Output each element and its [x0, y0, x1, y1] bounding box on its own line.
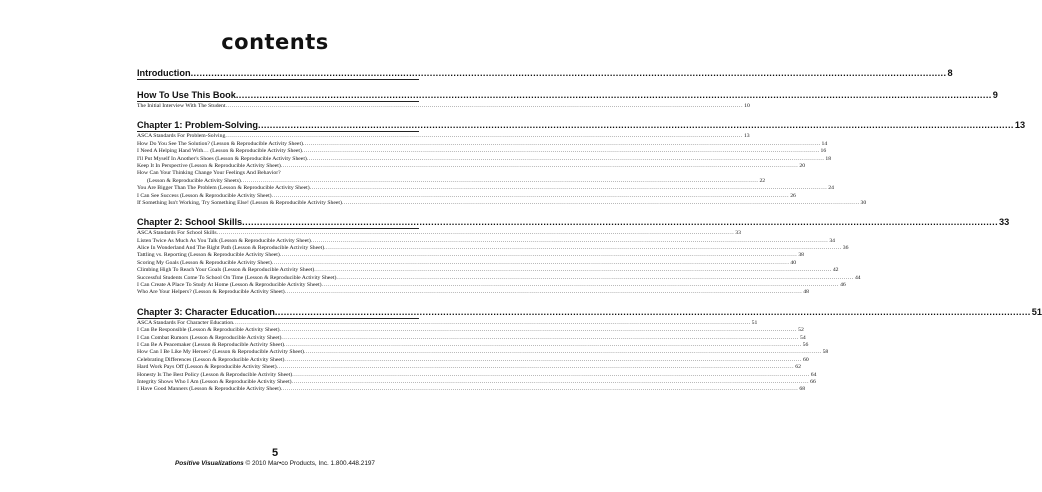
dot-leader	[258, 120, 1014, 131]
toc-entry-page: 52	[798, 327, 804, 334]
copyright-line	[0, 459, 550, 468]
toc-list-chapter-2	[137, 230, 861, 297]
toc-entry-label: I Can See Success (Lesson & Reproducible Activity Sheet)	[137, 192, 272, 199]
dot-leader	[236, 90, 992, 101]
toc-entry-label: Who Are Your Helpers? (Lesson & Reproducible Activity Sheet)	[137, 289, 285, 296]
toc-entry	[137, 170, 419, 177]
toc-entry-label: You Are Bigger Than The Problem (Lesson & Reproducible Activity Sheet)	[137, 185, 310, 192]
toc-entry	[137, 334, 806, 342]
toc-entry-page: 33	[735, 230, 741, 237]
toc-entry-page: 46	[840, 282, 846, 289]
dot-leader	[311, 238, 829, 245]
toc-entry-label: Honesty Is The Best Policy (Lesson & Reproducible Activity Sheet)	[137, 371, 293, 378]
toc-heading-chapter-2	[137, 217, 1010, 229]
toc-entry-page: 44	[854, 274, 861, 281]
toc-list-how-to-use	[137, 103, 750, 110]
toc-heading-label: Introduction	[137, 68, 191, 78]
toc-heading-label: How To Use This Book	[137, 90, 236, 100]
dot-leader	[241, 178, 759, 185]
page-title: contents	[221, 30, 329, 54]
toc-entry-label: I Can Be Responsible (Lesson & Reproducible Activity Sheet)	[137, 327, 280, 334]
book-title: Positive Visualizations	[175, 460, 244, 467]
toc-entry	[137, 371, 817, 379]
toc-entry-label: Hard Work Pays Off (Lesson & Reproducible Activity Sheet)	[137, 364, 277, 371]
toc-entry	[137, 364, 801, 371]
toc-heading-label: Chapter 1: Problem-Solving	[137, 120, 258, 131]
toc-entry-label: Climbing High To Reach Your Goals (Lesson & Reproducible Activity Sheet)	[137, 267, 315, 274]
dot-leader	[292, 379, 810, 386]
toc-entry-label: The Initial Interview With The Student	[137, 103, 226, 109]
toc-entry-label: ASCA Standards For Problem-Solving	[137, 133, 226, 140]
dot-leader	[324, 245, 842, 252]
toc-entry	[137, 103, 750, 110]
toc-entry-page: 56	[802, 341, 809, 348]
dot-leader	[275, 307, 1031, 318]
dot-leader	[302, 148, 820, 155]
toc-entry-label: Listen Twice As Much As You Talk (Lesson & Reproducible Activity Sheet)	[137, 237, 311, 244]
toc-entry-page: 10	[744, 103, 750, 109]
toc-entry-page: 40	[790, 259, 797, 266]
toc-heading-page: 13	[1014, 120, 1026, 131]
toc-heading-label: Chapter 2: School Skills	[137, 217, 243, 228]
toc-heading-page: 51	[1031, 306, 1042, 317]
toc-entry-label: Scoring My Goals (Lesson & Reproducible Activity Sheet)	[137, 259, 272, 266]
toc-entry-page: 68	[799, 386, 806, 393]
toc-entry-label: I Can Be A Peacemaker (Lesson & Reproducible Activity Sheet)	[137, 341, 285, 348]
toc-heading-chapter-1	[137, 120, 1026, 132]
toc-entry-label: Alice In Wonderland And The Right Path (Lesson & Reproducible Activity Sheet)	[137, 245, 325, 252]
dot-leader	[226, 103, 744, 110]
dot-leader	[321, 282, 839, 289]
table-of-contents	[137, 68, 1042, 394]
toc-entry-page: 14	[821, 140, 828, 147]
toc-entry-page: 60	[803, 356, 809, 363]
toc-entry-page: 30	[860, 199, 867, 206]
dot-leader	[336, 275, 854, 282]
dot-leader	[279, 327, 797, 334]
toc-entry-page: 24	[828, 185, 834, 192]
toc-entry-page: 48	[803, 289, 809, 296]
toc-entry	[137, 237, 836, 245]
toc-entry-page: 38	[798, 252, 805, 259]
toc-entry	[137, 252, 805, 259]
toc-entry-page: 22	[759, 177, 766, 184]
toc-entry-page: 36	[842, 245, 849, 252]
toc-entry-label: How Can Your Thinking Change Your Feelings And Behavior?	[137, 170, 281, 177]
toc-entry-label: Celebrating Differences (Lesson & Reproducible Activity Sheet)	[137, 356, 285, 363]
toc-heading-chapter-3	[137, 306, 1042, 319]
toc-entry	[137, 155, 832, 163]
toc-heading-how-to-use	[137, 90, 998, 102]
toc-heading-page: 33	[999, 217, 1010, 228]
toc-entry-label: I'll Put Myself In Another's Shoes (Lesson & Reproducible Activity Sheet)	[137, 155, 307, 162]
dot-leader	[225, 133, 743, 140]
toc-entry-label: ASCA Standards For School Skills	[137, 230, 217, 237]
dot-leader	[280, 252, 798, 259]
toc-entry-label: I Need A Helping Hand With… (Lesson & Reproducible Activity Sheet)	[137, 148, 302, 155]
dot-leader	[242, 217, 998, 228]
toc-entry-label: If Something Isn't Working, Try Something Else! (Lesson & Reproducible Activity Sheet)	[137, 199, 342, 206]
toc-entry	[137, 349, 829, 356]
toc-entry	[137, 199, 867, 207]
toc-entry	[137, 185, 834, 192]
toc-entry	[137, 274, 861, 282]
toc-entry-page: 62	[795, 364, 801, 371]
toc-entry-page: 16	[820, 148, 827, 155]
dot-leader	[285, 289, 803, 296]
toc-entry-label: Keep It In Perspective (Lesson & Reproducible Activity Sheet)	[137, 162, 281, 169]
dot-leader	[272, 193, 790, 200]
toc-entry	[137, 267, 839, 274]
toc-entry	[137, 230, 741, 237]
toc-heading-label: Chapter 3: Character Education	[137, 306, 275, 317]
toc-entry-label: Successful Students Come To School On Time (Lesson & Reproducible Activity Sheet)	[137, 274, 337, 281]
toc-entry-page: 58	[822, 349, 829, 356]
page-number: 5	[271, 447, 279, 459]
toc-entry	[137, 162, 806, 170]
toc-entry-label: I Have Good Manners (Lesson & Reproducible Activity Sheet)	[137, 386, 281, 393]
toc-entry-label: ASCA Standards For Character Education	[137, 319, 234, 326]
toc-heading-introduction	[137, 68, 953, 80]
dot-leader	[191, 68, 947, 79]
dot-leader	[342, 200, 860, 207]
toc-entry-label: I Can Combat Rumors (Lesson & Reproducible Activity Sheet)	[137, 334, 282, 341]
dot-leader	[281, 386, 799, 393]
toc-entry-page: 26	[790, 192, 796, 199]
toc-entry-page: 66	[810, 378, 816, 385]
toc-entry-label: (Lesson & Reproducible Activity Sheets)	[147, 177, 241, 184]
dot-leader	[292, 372, 810, 379]
toc-list-chapter-1	[137, 133, 867, 207]
dot-leader	[284, 342, 802, 349]
toc-entry-page: 42	[832, 267, 839, 274]
dot-leader	[272, 260, 790, 267]
dot-leader	[304, 349, 822, 356]
toc-entry	[137, 327, 804, 334]
dot-leader	[281, 335, 799, 342]
toc-entry-label: How Can I Be Like My Heroes? (Lesson & Reproducible Activity Sheet)	[137, 349, 304, 356]
dot-leader	[310, 185, 828, 192]
toc-heading-page: 8	[947, 68, 953, 78]
toc-entry-page: 18	[825, 155, 832, 162]
toc-entry-label: Integrity Shows Who I Am (Lesson & Reproducible Activity Sheet)	[137, 378, 292, 385]
toc-entry	[137, 133, 750, 140]
toc-entry-page: 20	[799, 162, 806, 169]
dot-leader	[314, 267, 832, 274]
toc-entry-label: Tattling vs. Reporting (Lesson & Reproducible Activity Sheet)	[137, 252, 280, 259]
toc-entry	[137, 386, 806, 393]
dot-leader	[303, 141, 821, 148]
toc-list-chapter-3	[137, 319, 829, 394]
dot-leader	[233, 320, 751, 327]
dot-leader	[281, 163, 799, 170]
toc-entry-page: 64	[810, 371, 817, 378]
toc-entry-page: 51	[751, 319, 758, 326]
dot-leader	[277, 364, 795, 371]
dot-leader	[307, 156, 825, 163]
toc-entry-label: I Can Create A Place To Study At Home (Lesson & Reproducible Activity Sheet)	[137, 282, 322, 289]
toc-entry-label: How Do You See The Solution? (Lesson & Reproducible Activity Sheet)	[137, 140, 303, 147]
dot-leader	[217, 230, 735, 237]
copyright-text: © 2010 Mar•co Products, Inc. 1.800.448.2197	[245, 460, 375, 467]
toc-entry	[137, 289, 809, 296]
toc-entry-page: 34	[829, 237, 836, 244]
dot-leader	[284, 357, 802, 364]
toc-entry-page: 54	[800, 334, 806, 341]
toc-heading-page: 9	[992, 90, 998, 100]
toc-entry	[137, 148, 827, 155]
toc-entry	[137, 192, 796, 200]
toc-entry-page: 13	[743, 133, 750, 140]
page-footer	[0, 447, 550, 468]
